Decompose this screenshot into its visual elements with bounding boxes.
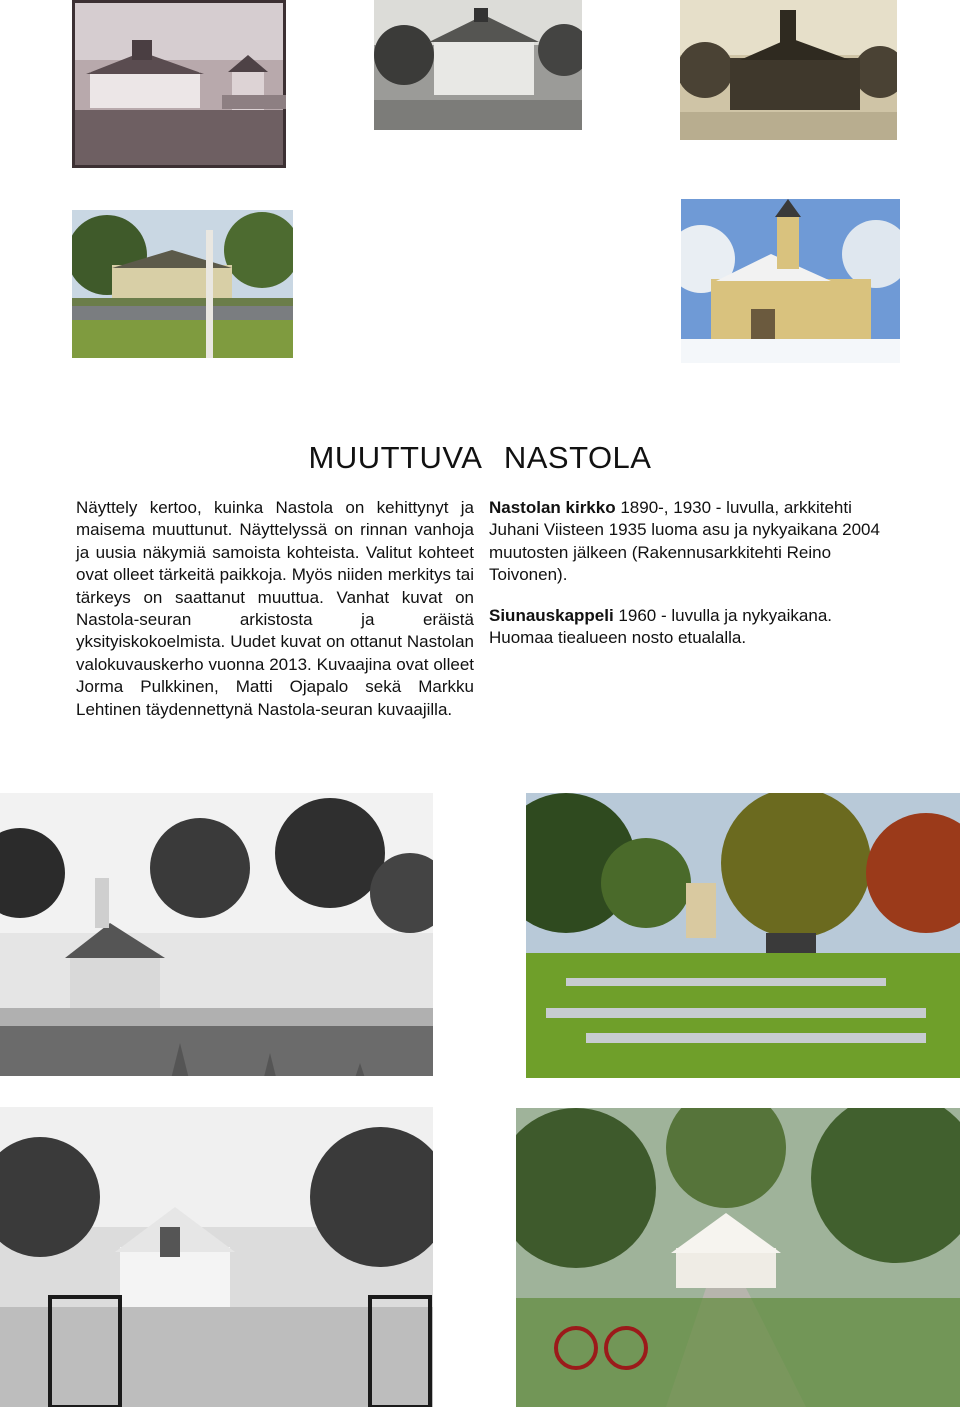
photo-church-old-2 [374,0,582,130]
photo-chapel-color [516,1108,960,1407]
photo-chapel-bw [0,1107,433,1407]
photo-church-winter [681,199,900,363]
photo-church-old-3 [680,0,897,140]
chapel-name: Siunauskappeli [489,605,614,625]
intro-text: Näyttely kertoo, kuinka Nastola on kehittynyt ja maisema muuttunut. Näyttelyssä on rinnan vanhoja ja uusia näkymiä samoista kohteista. Valitut kohteet ovat olleet tärkeitä paikkoja. Myös niiden merkitys tai tärkeys on saattanut muuttua. Vanhat kuvat on Nastola-seuran arkistosta ja eräistä yksityiskokoelmista. Uudet kuvat on ottanut Nastolan valokuvauskerho vuonna 2013. Kuvaajina ovat olleet Jorma Pulkkinen, Matti Ojapalo sekä Markku Lehtinen täydennettynä Nastola-seuran kuvaajilla. [76,498,474,719]
chapel-description [489,605,897,650]
description-column [489,497,897,649]
page-title: MUUTTUVA NASTOLA [308,440,652,475]
photo-church-old-1 [72,0,286,168]
intro-column [76,497,474,721]
church-description [489,497,897,587]
chapel-text: 1960 - luvulla ja nykyaikana. Huomaa tiealueen nosto etualalla. [489,605,832,648]
church-name: Nastolan kirkko [489,498,616,517]
church-text: 1890-, 1930 - luvulla, arkkitehti Juhani Viisteen 1935 luoma asu ja nykyaikana 2004 muutosten jälkeen (Rakennusarkkitehti Reino Toivonen). [489,498,880,585]
photo-church-road [72,210,293,358]
photo-church-memorial [526,793,960,1078]
photo-church-field-bw [0,793,433,1076]
